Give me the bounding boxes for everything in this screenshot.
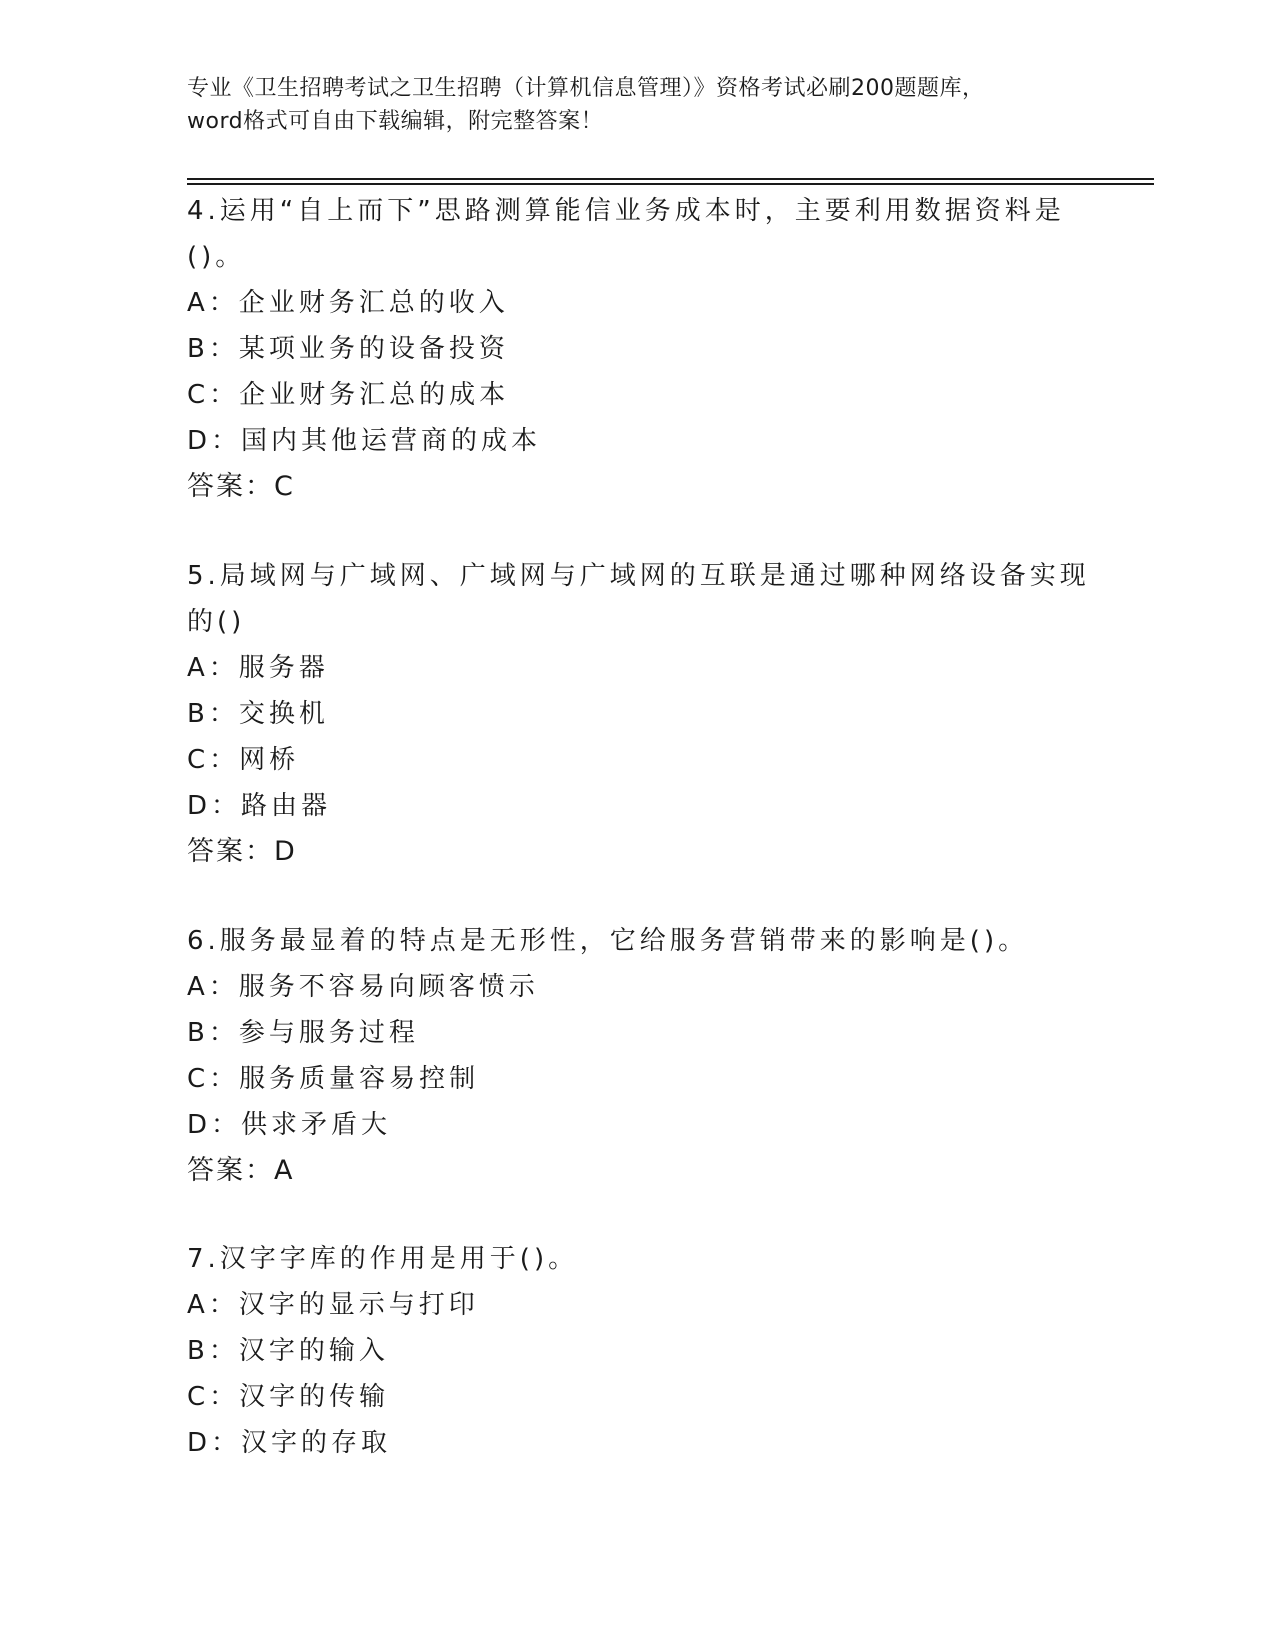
option-a: A：服务不容易向顾客愤示 xyxy=(187,972,539,1002)
question-stem-line: 6.服务最显着的特点是无形性，它给服务营销带来的影响是()。 xyxy=(187,926,1029,956)
option-a: A：汉字的显示与打印 xyxy=(187,1290,479,1320)
answer-label: 答案：C xyxy=(187,471,295,502)
question-6 xyxy=(187,918,1087,1194)
option-a: A：企业财务汇总的收入 xyxy=(187,288,509,318)
option-c: C：汉字的传输 xyxy=(187,1382,390,1412)
question-stem-line: 7.汉字字库的作用是用于()。 xyxy=(187,1244,579,1274)
option-b: B：某项业务的设备投资 xyxy=(187,334,509,364)
header-divider-top xyxy=(187,178,1154,180)
answer-label: 答案：A xyxy=(187,1155,295,1186)
header-line-2: word格式可自由下载编辑，附完整答案！ xyxy=(187,109,604,134)
option-d: D：国内其他运营商的成本 xyxy=(187,426,542,456)
document-header xyxy=(187,72,1087,138)
option-b: B：交换机 xyxy=(187,699,329,729)
option-c: C：网桥 xyxy=(187,745,300,775)
option-b: B：汉字的输入 xyxy=(187,1336,389,1366)
option-c: C：服务质量容易控制 xyxy=(187,1064,480,1094)
option-d: D：供求矛盾大 xyxy=(187,1110,392,1140)
question-4 xyxy=(187,188,1087,510)
question-stem-line: 的() xyxy=(187,607,246,637)
question-7 xyxy=(187,1236,1087,1466)
question-stem-line: ()。 xyxy=(187,242,246,272)
question-5 xyxy=(187,553,1090,875)
question-stem-line: 4.运用“自上而下”思路测算能信业务成本时，主要利用数据资料是 xyxy=(187,196,1065,226)
option-d: D：路由器 xyxy=(187,791,332,821)
question-stem-line: 5.局域网与广域网、广域网与广域网的互联是通过哪种网络设备实现 xyxy=(187,561,1090,591)
option-d: D：汉字的存取 xyxy=(187,1428,392,1458)
answer-label: 答案：D xyxy=(187,836,297,867)
option-a: A：服务器 xyxy=(187,653,329,683)
header-line-1: 专业《卫生招聘考试之卫生招聘（计算机信息管理）》资格考试必刷200题题库， xyxy=(187,76,985,101)
header-divider-bottom xyxy=(187,183,1154,185)
option-c: C：企业财务汇总的成本 xyxy=(187,380,510,410)
option-b: B：参与服务过程 xyxy=(187,1018,419,1048)
